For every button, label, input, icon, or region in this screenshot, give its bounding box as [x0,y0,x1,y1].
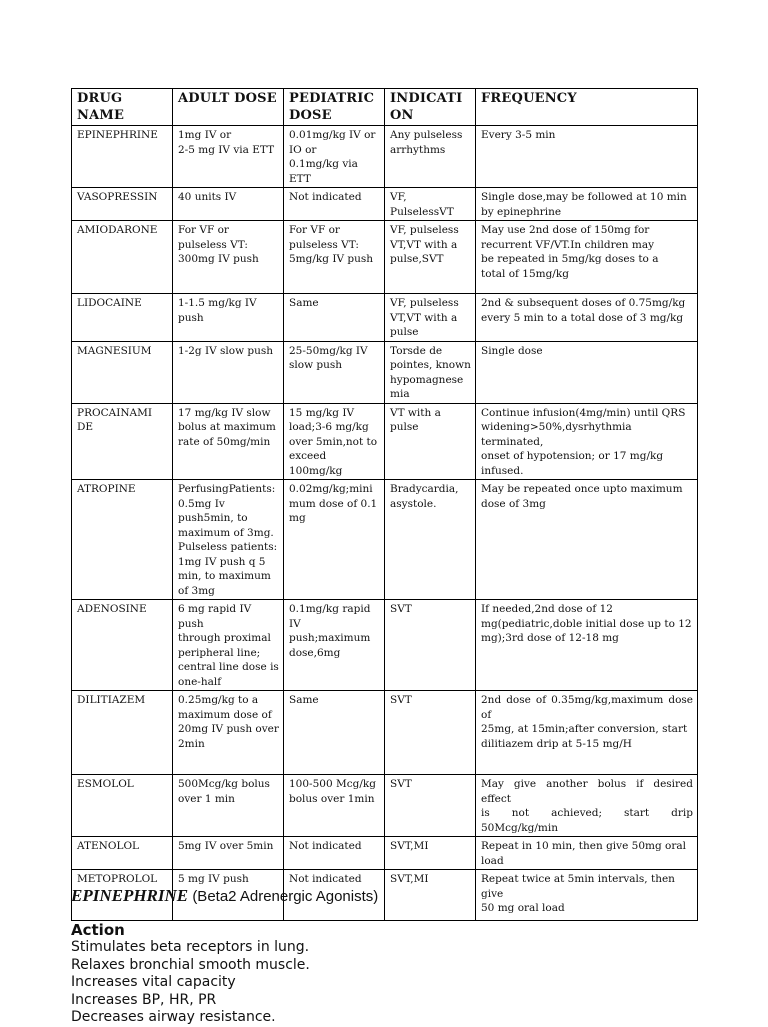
action-line: Decreases airway resistance. [71,1009,276,1025]
action-list [71,939,310,1027]
indication-cell: VF, pulseless VT,VT with a pulse [385,294,476,342]
pediatric-dose-cell: 100-500 Mcg/kg bolus over 1min [284,775,385,837]
pediatric-dose-cell: 25-50mg/kg IV slow push [284,341,385,403]
table-row [72,221,698,294]
pediatric-dose-cell: Same [284,294,385,342]
table-row [72,188,698,221]
action-line: Relaxes bronchial smooth muscle. [71,956,310,973]
indication-cell: Torsde de pointes, known hypomagnese mia [385,341,476,403]
adult-dose-cell: 500Mcg/kg bolus over 1 min [173,775,284,837]
action-line: Stimulates beta receptors in lung. [71,939,310,955]
indication-cell: SVT [385,775,476,837]
adult-dose-cell: PerfusingPatients: 0.5mg Iv push5min, to maximum of 3mg. Pulseless patients: 1mg IV push q 5 min, to maximum of 3mg [173,480,284,600]
table-row [72,691,698,775]
drug-name-cell: ATENOLOL [72,837,173,870]
table-row [72,600,698,691]
section-subtitle: (Beta2 Adrenergic Agonists) [192,888,379,905]
header-drug-name: DRUG NAME [72,89,173,126]
frequency-cell: Single dose,may be followed at 10 min by epinephrine [476,188,698,221]
drug-name-cell: ESMOLOL [72,775,173,837]
table-row [72,126,698,188]
adult-dose-cell: 5mg IV over 5min [173,837,284,870]
indication-cell: VF, PulselessVT [385,188,476,221]
drug-name-cell: EPINEPHRINE [72,126,173,188]
indication-cell: Any pulseless arrhythms [385,126,476,188]
pediatric-dose-cell: Same [284,691,385,775]
table-row [72,294,698,342]
adult-dose-cell: 17 mg/kg IV slow bolus at maximum rate of 50mg/min [173,403,284,480]
indication-cell: VF, pulseless VT,VT with a pulse,SVT [385,221,476,294]
pediatric-dose-cell: Not indicated [284,188,385,221]
table-row [72,480,698,600]
table-row [72,775,698,837]
drug-name-cell: MAGNESIUM [72,341,173,403]
frequency-cell: May give another bolus if desired effect is not achieved; start drip 50Mcg/kg/min [476,775,698,837]
indication-cell: SVT,MI [385,870,476,921]
adult-dose-cell: 5 mg IV push [173,870,284,921]
frequency-cell: Repeat twice at 5min intervals, then give 50 mg oral load [476,870,698,921]
header-adult-dose: ADULT DOSE [173,89,284,126]
frequency-cell: 2nd & subsequent doses of 0.75mg/kg every 5 min to a total dose of 3 mg/kg [476,294,698,342]
drug-name-cell: LIDOCAINE [72,294,173,342]
frequency-cell: If needed,2nd dose of 12 mg(pediatric,doble initial dose up to 12 mg);3rd dose of 12-18 mg [476,600,698,691]
pediatric-dose-cell: 15 mg/kg IV load;3-6 mg/kg over 5min,not to exceed 100mg/kg [284,403,385,480]
pediatric-dose-cell: Not indicated [284,870,385,921]
header-pediatric-dose: PEDIATRIC DOSE [284,89,385,126]
pediatric-dose-cell: 0.1mg/kg rapid IV push;maximum dose,6mg [284,600,385,691]
drug-name-cell: METOPROLOL [72,870,173,921]
pediatric-dose-cell: Not indicated [284,837,385,870]
adult-dose-cell: 40 units IV [173,188,284,221]
table-row [72,403,698,480]
indication-cell: SVT [385,600,476,691]
adult-dose-cell: 1-2g IV slow push [173,341,284,403]
action-line: Increases vital capacity [71,974,236,990]
indication-cell: SVT [385,691,476,775]
table-header-row [72,89,698,126]
pediatric-dose-cell: For VF or pulseless VT: 5mg/kg IV push [284,221,385,294]
frequency-cell: Repeat in 10 min, then give 50mg oral load [476,837,698,870]
frequency-cell: Every 3-5 min [476,126,698,188]
indication-cell: Bradycardia, asystole. [385,480,476,600]
frequency-cell: Continue infusion(4mg/min) until QRS widening>50%,dysrhythmia terminated, onset of hypotension; or 17 mg/kg infused. [476,403,698,480]
table-row [72,837,698,870]
drug-name-cell: DILITIAZEM [72,691,173,775]
table-row [72,341,698,403]
drug-dosage-table [71,88,698,921]
frequency-cell: May use 2nd dose of 150mg for recurrent VF/VT.In children may be repeated in 5mg/kg doses to a total of 15mg/kg [476,221,698,294]
adult-dose-cell: For VF or pulseless VT: 300mg IV push [173,221,284,294]
header-frequency: FREQUENCY [476,89,698,126]
adult-dose-cell: 1-1.5 mg/kg IV push [173,294,284,342]
drug-name-cell: ATROPINE [72,480,173,600]
drug-name-cell: PROCAINAMI DE [72,403,173,480]
indication-cell: SVT,MI [385,837,476,870]
frequency-cell: Single dose [476,341,698,403]
pediatric-dose-cell: 0.01mg/kg IV or IO or 0.1mg/kg via ETT [284,126,385,188]
adult-dose-cell: 6 mg rapid IV push through proximal peripheral line; central line dose is one-half [173,600,284,691]
header-indication: INDICATI ON [385,89,476,126]
action-title: Action [71,921,125,939]
pediatric-dose-cell: 0.02mg/kg;mini mum dose of 0.1 mg [284,480,385,600]
drug-name-cell: AMIODARONE [72,221,173,294]
frequency-cell: 2nd dose of 0.35mg/kg,maximum dose of 25mg, at 15min;after conversion, start dilitiazem drip at 5-15 mg/H [476,691,698,775]
section-drug-name: EPINEPHRINE [71,886,189,905]
frequency-cell: May be repeated once upto maximum dose of 3mg [476,480,698,600]
drug-name-cell: ADENOSINE [72,600,173,691]
section-heading [71,886,378,906]
drug-name-cell: VASOPRESSIN [72,188,173,221]
adult-dose-cell: 1mg IV or 2-5 mg IV via ETT [173,126,284,188]
adult-dose-cell: 0.25mg/kg to a maximum dose of 20mg IV push over 2min [173,691,284,775]
indication-cell: VT with a pulse [385,403,476,480]
action-line: Increases BP, HR, PR [71,991,217,1008]
